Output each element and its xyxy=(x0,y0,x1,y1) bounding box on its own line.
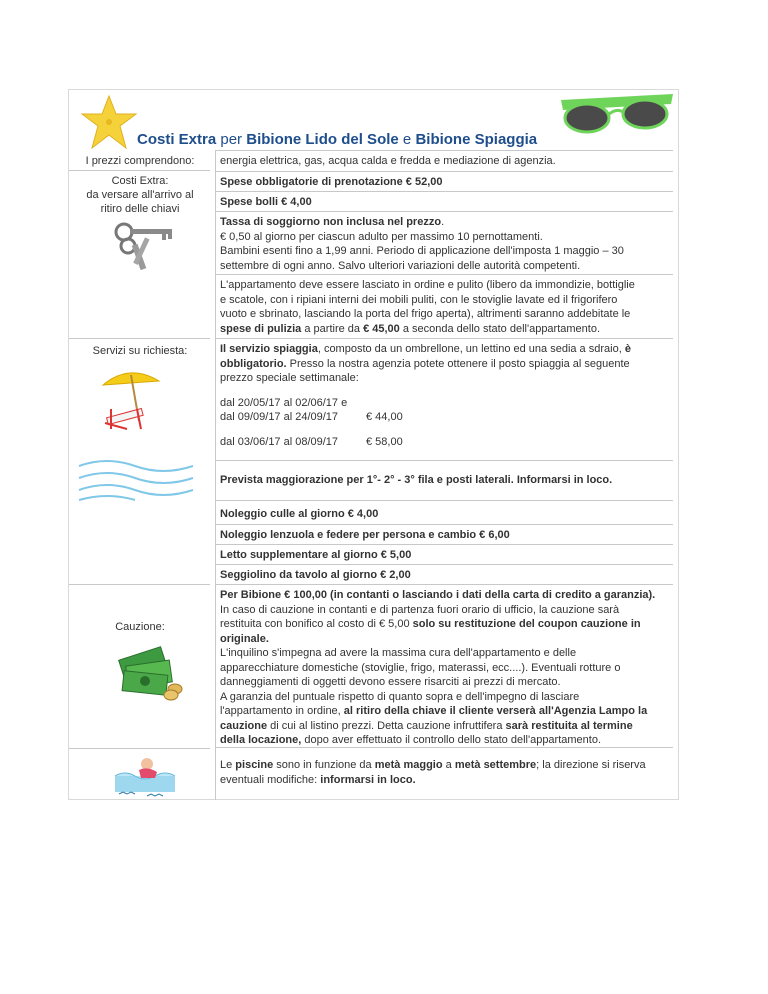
crib-rental: Noleggio culle al giorno € 4,00 xyxy=(215,501,673,525)
divider xyxy=(69,584,210,585)
price-row-2: dal 03/06/17 al 08/09/17 € 58,00 xyxy=(220,435,403,448)
deposit-info: Per Bibione € 100,00 (in contanti o lasciando i dati della carta di credito a garanzia). In caso di cauzione in contanti e di partenza fuori orario di ufficio, la cauzione sarà restituita con bonifico al costo di € 5,00 solo su restituzione del coupon cauzione in originale. L'inquilino s'impegna ad avere la massima cura dell'appartamento e delle apparecchiature domestiche (stoviglie, frigo, materassi, ecc....). Eventuali rotture o danneggiamenti di oggetti devono essere risarciti ai prezzi di mercato. A garanzia del puntuale rispetto di quanto sopra e dell'impegno di lasciare l'appartamento in ordine, al ritiro della chiave il cliente verserà all'Agenzia Lampo la cauzione di cui al listino prezzi. Detta cauzione infruttifera sarà restituita al termine della locazione, dopo aver effettuato il controllo dello stato dell'appartamento. xyxy=(215,585,673,748)
deposit-label: Cauzione: xyxy=(115,621,165,633)
price-row-1: dal 20/05/17 al 02/06/17 e dal 09/09/17 al 24/09/17 € 44,00 xyxy=(220,396,403,423)
included-label: I prezzi comprendono: xyxy=(85,155,195,167)
waves-icon xyxy=(77,460,195,502)
keys-icon xyxy=(114,218,179,272)
page-title: Costi Extra per Bibione Lido del Sole e Bibione Spiaggia xyxy=(137,131,538,148)
pool-info: Le piscine sono in funzione da metà maggio a metà settembre; la direzione si riserva eventuali modifiche: informarsi in loco. xyxy=(215,748,673,800)
extra-bed: Letto supplementare al giorno € 5,00 xyxy=(215,545,673,565)
divider xyxy=(69,748,210,749)
beach-service: Il servizio spiaggia, composto da un ombrellone, un lettino ed una sedia a sdraio, è obbligatorio. Presso la nostra agenzia potete ottenere il posto spiaggia al seguente prezzo speciale settimanale: dal 20/05/17 al 02/06/17 e dal 09/09/17 al 24/09/17 € 44,00 dal 03/06/17 al 08/09/17 € 58,00 xyxy=(215,339,673,461)
swimming-pool-icon xyxy=(113,754,177,798)
included-text: energia elettrica, gas, acqua calda e fredda e mediazione di agenzia. xyxy=(215,150,673,172)
services-label: Servizi su richiesta: xyxy=(92,345,188,357)
row-surcharge: Prevista maggiorazione per 1°- 2° - 3° fila e posti laterali. Informarsi in loco. xyxy=(215,461,673,501)
linen-rental: Noleggio lenzuola e federe per persona e cambio € 6,00 xyxy=(215,525,673,545)
sunglasses-icon xyxy=(557,90,677,138)
price-table xyxy=(68,89,679,800)
high-chair: Seggiolino da tavolo al giorno € 2,00 xyxy=(215,565,673,585)
stamp-fee: Spese bolli € 4,00 xyxy=(215,192,673,212)
booking-fee: Spese obbligatorie di prenotazione € 52,00 xyxy=(215,172,673,192)
starfish-icon xyxy=(79,94,139,152)
cleaning-info: L'appartamento deve essere lasciato in ordine e pulito (libero da immondizie, bottiglie e scatole, con i ripiani interni dei mobili puliti, con le stoviglie lavate ed il frigorifero vuoto e sbrinato, lasciando la porta del frigo aperta), altrimenti saranno addebitate le spese di pulizia a partire da € 45,00 a seconda dello stato dell'appartamento. xyxy=(215,275,673,339)
extra-costs-label: Costi Extra: da versare all'arrivo al ritiro delle chiavi xyxy=(86,175,194,215)
divider xyxy=(69,338,210,339)
beach-umbrella-icon xyxy=(97,365,167,435)
tourist-tax: Tassa di soggiorno non inclusa nel prezzo. € 0,50 al giorno per ciascun adulto per massimo 10 pernottamenti. Bambini esenti fino a 1,99 anni. Periodo di applicazione dell'imposta 1 maggio – 30 settembre di ogni anno. Salvo ulteriori variazioni delle autorità competenti. xyxy=(215,212,673,275)
money-icon xyxy=(115,643,185,703)
header xyxy=(69,90,678,152)
divider xyxy=(69,170,210,171)
